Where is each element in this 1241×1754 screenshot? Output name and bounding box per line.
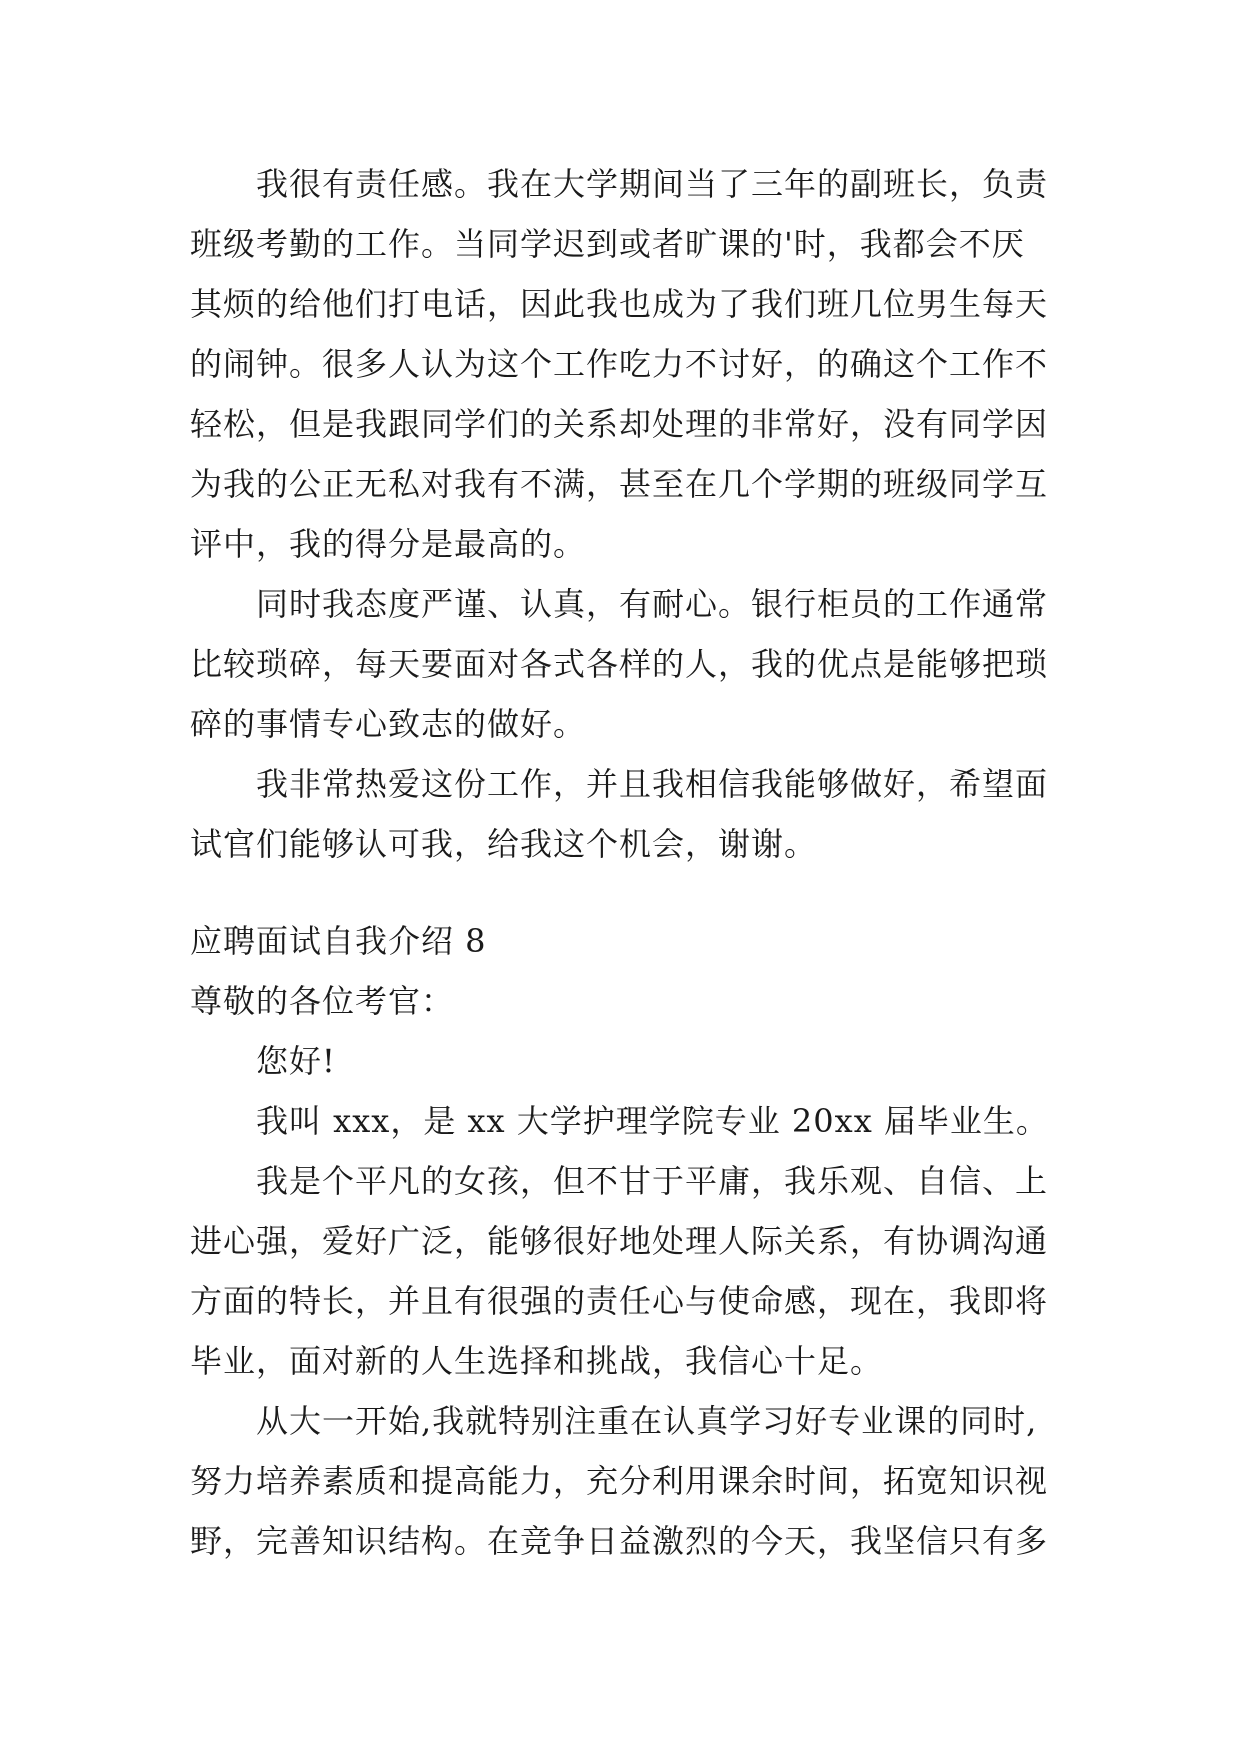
paragraph-line: 试官们能够认可我，给我这个机会，谢谢。 (190, 825, 818, 863)
greeting: 您好! (256, 1042, 336, 1080)
paragraph-line: 野，完善知识结构。在竞争日益激烈的今天，我坚信只有多 (190, 1522, 1049, 1560)
paragraph-line: 进心强，爱好广泛，能够很好地处理人际关系，有协调沟通 (190, 1222, 1049, 1260)
paragraph-line: 轻松，但是我跟同学们的关系却处理的非常好，没有同学因 (190, 405, 1049, 443)
paragraph-line: 我非常热爱这份工作，并且我相信我能够做好，希望面 (256, 765, 1049, 803)
paragraph-line: 方面的特长，并且有很强的责任心与使命感，现在，我即将 (190, 1282, 1049, 1320)
paragraph-line: 我叫 xxx，是 xx 大学护理学院专业 20xx 届毕业生。 (256, 1102, 1049, 1140)
paragraph-line: 毕业，面对新的人生选择和挑战，我信心十足。 (190, 1342, 884, 1380)
paragraph-line: 比较琐碎，每天要面对各式各样的人，我的优点是能够把琐 (190, 645, 1049, 683)
paragraph-line: 其烦的给他们打电话，因此我也成为了我们班几位男生每天 (190, 285, 1049, 323)
paragraph-line: 的闹钟。很多人认为这个工作吃力不讨好，的确这个工作不 (190, 345, 1049, 383)
paragraph-line: 同时我态度严谨、认真，有耐心。银行柜员的工作通常 (256, 585, 1049, 623)
section-heading: 应聘面试自我介绍 8 (190, 922, 487, 960)
paragraph-line: 我是个平凡的女孩，但不甘于平庸，我乐观、自信、上 (256, 1162, 1049, 1200)
paragraph-line: 努力培养素质和提高能力，充分利用课余时间，拓宽知识视 (190, 1462, 1049, 1500)
salutation: 尊敬的各位考官： (190, 982, 455, 1020)
paragraph-line: 为我的公正无私对我有不满，甚至在几个学期的班级同学互 (190, 465, 1049, 503)
paragraph-line: 碎的事情专心致志的做好。 (190, 705, 587, 743)
paragraph-line: 评中，我的得分是最高的。 (190, 525, 587, 563)
paragraph-line: 班级考勤的工作。当同学迟到或者旷课的'时，我都会不厌 (190, 225, 1025, 263)
paragraph-line: 从大一开始,我就特别注重在认真学习好专业课的同时, (256, 1402, 1038, 1440)
paragraph-line: 我很有责任感。我在大学期间当了三年的副班长，负责 (256, 165, 1049, 203)
